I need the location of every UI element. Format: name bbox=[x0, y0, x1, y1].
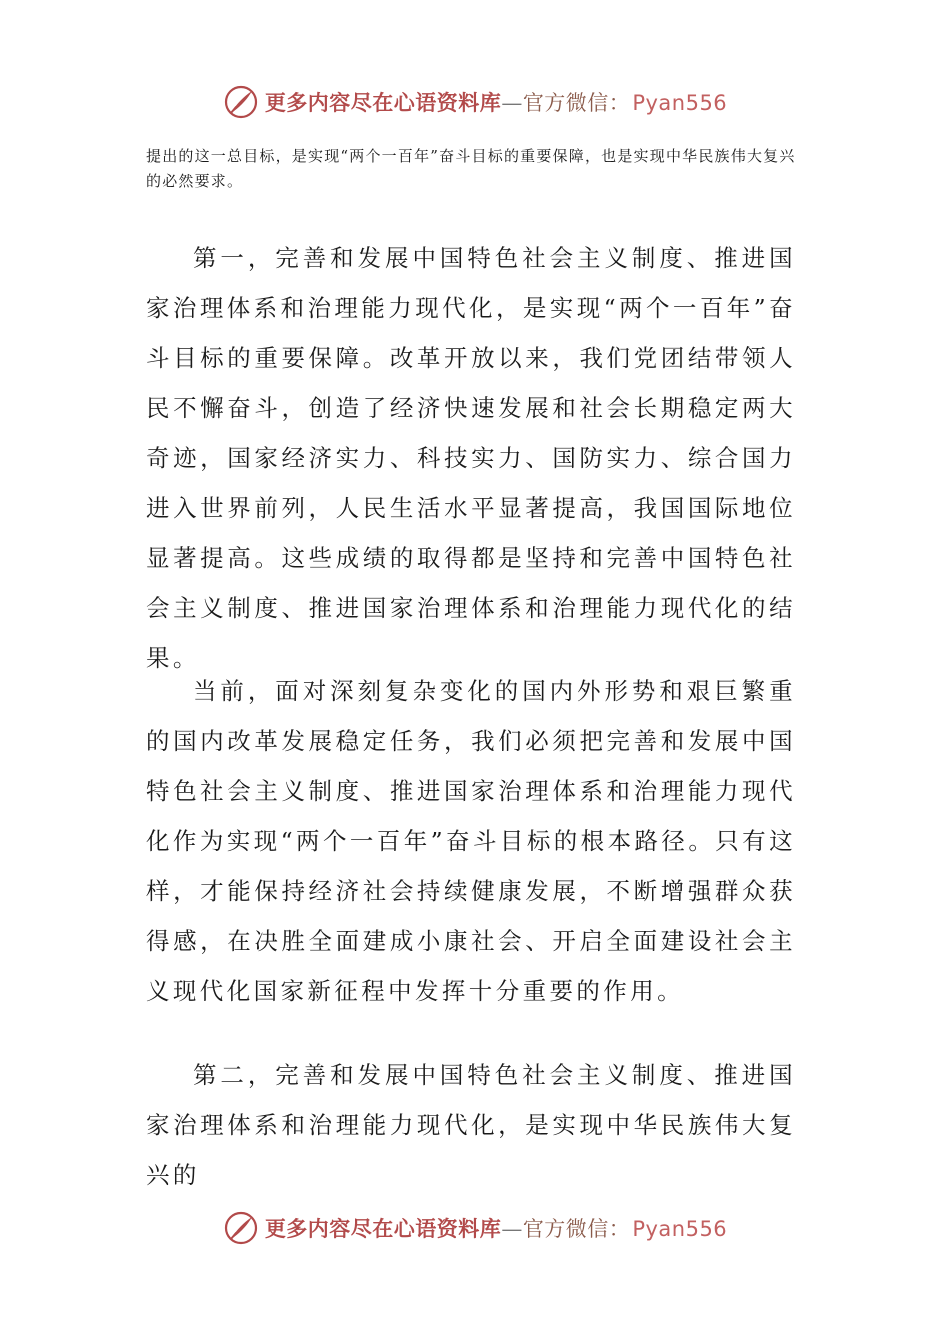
banner-prefix: 更多内容尽在心语资料库 bbox=[264, 1216, 502, 1241]
footer-banner bbox=[0, 1208, 950, 1248]
body-paragraph-2: 当前，面对深刻复杂变化的国内外形势和艰巨繁重的国内改革发展稳定任务，我们必须把完善和发展中国特色社会主义制度、推进国家治理体系和治理能力现代化作为实现“两个一百年”奋斗目标的根本路径。只有这样，才能保持经济社会持续健康发展，不断增强群众获得感，在决胜全面建成小康社会、开启全面建设社会主义现代化国家新征程中发挥十分重要的作用。 bbox=[146, 677, 796, 1005]
banner-dash: — bbox=[501, 91, 523, 115]
wechat-id: Pyan556 bbox=[632, 91, 728, 115]
wechat-id: Pyan556 bbox=[632, 1217, 728, 1241]
body-paragraph-1: 第一，完善和发展中国特色社会主义制度、推进国家治理体系和治理能力现代化，是实现“两个一百年”奋斗目标的重要保障。改革开放以来，我们党团结带领人民不懈奋斗，创造了经济快速发展和社会长期稳定两大奇迹，国家经济实力、科技实力、国防实力、综合国力进入世界前列，人民生活水平显著提高，我国国际地位显著提高。这些成绩的取得都是坚持和完善中国特色社会主义制度、推进国家治理体系和治理能力现代化的结果。 bbox=[146, 244, 796, 672]
banner-text bbox=[265, 87, 727, 117]
body-paragraph-3: 第二，完善和发展中国特色社会主义制度、推进国家治理体系和治理能力现代化，是实现中华民族伟大复兴的 bbox=[146, 1061, 796, 1189]
banner-text bbox=[265, 1213, 727, 1243]
quill-logo-icon bbox=[223, 1210, 259, 1246]
banner-dash: — bbox=[501, 1217, 523, 1241]
banner-label: 官方微信： bbox=[522, 1217, 631, 1241]
carry-over-paragraph: 提出的这一总目标，是实现“两个一百年”奋斗目标的重要保障，也是实现中华民族伟大复兴的必然要求。 bbox=[146, 147, 796, 190]
banner-label: 官方微信： bbox=[522, 91, 631, 115]
banner-prefix: 更多内容尽在心语资料库 bbox=[264, 90, 502, 115]
header-banner bbox=[0, 82, 950, 122]
quill-logo-icon bbox=[223, 84, 259, 120]
